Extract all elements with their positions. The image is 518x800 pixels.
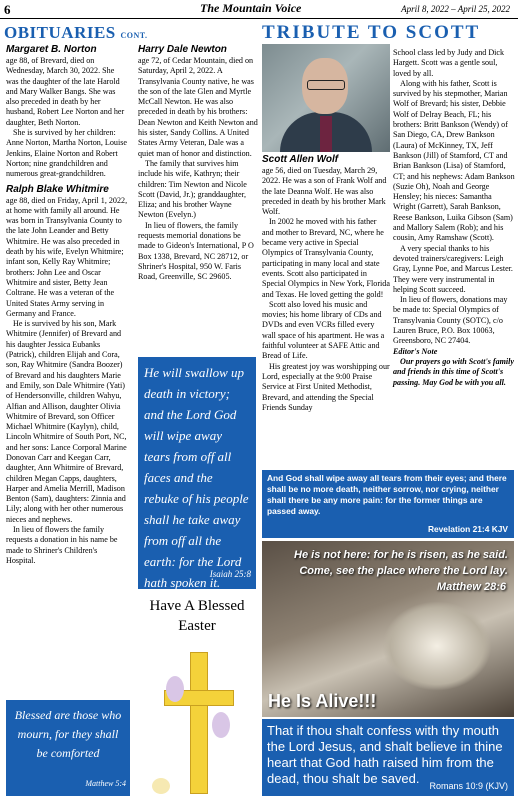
tribute-p4: His greatest joy was worshipping our Lord, especially at the 9:00 Praise Service at First United Methodist, Brevard, and attending the Special Friends Sunday <box>262 361 390 412</box>
photo-tie <box>320 116 332 152</box>
tribute-p8: In lieu of flowers, donations may be made to: Special Olympics of Transylvania County (SOTC), c/o Lauren Bruce, P.O. Box 10063, Greensboro, NC 27404. <box>393 295 508 346</box>
obit-norton <box>6 44 128 566</box>
obit-newton <box>138 44 258 283</box>
easter-card <box>138 592 256 798</box>
photo-glasses <box>307 80 345 90</box>
whitmire-name: Ralph Blake Whitmire <box>6 183 109 195</box>
editor-note: Our prayers go with Scott's family and friends in this time of Scott's passing. May God be with you all. <box>393 356 514 387</box>
verse-isaiah-ref: Isaiah 25:8 <box>209 569 251 579</box>
tribute-p2: In 2002 he moved with his father and mother to Brevard, NC, where he became very active in Special Olympics of Transylvania County, participating in many local and state events. Scott also participated in Special Olympics in New York, Florida and Texas. He loved getting the gold! <box>262 217 390 299</box>
easter-text: Have A Blessed Easter <box>149 598 245 634</box>
newton-name: Harry Dale Newton <box>138 44 227 55</box>
lily-bottom-icon <box>152 778 170 794</box>
obituaries-heading <box>4 23 148 43</box>
newton-p1: age 72, of Cedar Mountain, died on Saturday, April 2, 2022. A Transylvania County native, he was the son of the late Glen and Myrtle McCall Newton. He was also preceded in death by his brothers: Dean Newton and Keith Newton and his sister, Sandy Collins. A United States Army Veteran, Dale was a quiet man of honor and distinction. <box>138 56 258 158</box>
tribute-col2 <box>393 48 515 388</box>
tribute-p7: A very special thanks to his devoted trainers/caregivers: Leigh Gray, Lynne Poe, and Marcus Lester. They were very instrumental in helping Scott succeed. <box>393 243 513 294</box>
verse-matthew28-ref: Matthew 28:6 <box>436 581 506 593</box>
issue-dates: April 8, 2022 – April 25, 2022 <box>401 4 510 14</box>
verse-romans-ref: Romans 10:9 (KJV) <box>429 781 508 791</box>
verse-matthew5-ref: Matthew 5:4 <box>85 779 126 788</box>
verse-rev-text: And God shall wipe away all tears from their eyes; and there shall be no more death, neither sorrow, nor crying, neither shall there be any more pain: for the former things are passed away. <box>267 473 507 516</box>
lily-right-icon <box>212 712 230 738</box>
masthead: The Mountain Voice <box>200 1 302 15</box>
newton-p3: In lieu of flowers, the family requests memorial donations be made to Gideon's International, P O Box 1338, Brevard, NC 28712, or Shriner's Hospital, 950 W. Faris Road, Greenville, SC 29605. <box>138 220 254 282</box>
tribute-p3: Scott also loved his music and movies; his home library of CDs and DVDs and even VCRs filled every wall space of his apartment. He was a faithful volunteer at SAFE Attic and Bread of Life. <box>262 299 385 361</box>
cross-vertical <box>190 652 208 794</box>
verse-matthew5-text: Blessed are those who mourn, for they shall be comforted <box>14 708 122 760</box>
whitmire-p3: In lieu of flowers the family requests a donation in his name be made to Shriner's Children's Hospital. <box>6 525 118 565</box>
whitmire-p2: He is survived by his son, Mark Whitmire (Jennifer) of Brevard and his daughter Jessica Eubanks (Patrick), children Elijah and Cora, son, Ray Whitmire (Sandra Boozer) of Brevard and his daughters Marie and Emily, son Dale Whitmire (Yati) of Hendersonville, children Wahyu, Alfian and Allison, daughter Olivia Whitmire of Brevard, son Officer Michael Whitmire (Kaylyn), child, Lincoln Whitmire of South Port, NC, and her sons: Lance Corporal Marine Donovan Carr and Keegan Carr, daughter, Ann Whitmire of Brevard, children Megan Capps, daughters, Harper and Amelia Merrill, Madison Benton (Sam), daughters: Zinnia and Lily; along with her other numerous nieces and nephews. <box>6 319 127 524</box>
tribute-p5: School class led by Judy and Dick Hargett. Scott was a gentle soul, loved by all. <box>393 48 505 78</box>
verse-matthew5-box <box>6 700 130 796</box>
obituaries-title: OBITUARIES <box>4 23 116 42</box>
tribute-p6: Along with his father, Scott is survived by his stepmother, Marian Wolf of Brevard; his sister, Debbie Wolf of Delray Beach, FL; his brothers: Britt Bankson (Wendy) of San Diego, CA, Drew Bankson (Laura) of McKinney, TX, Jeff Bankson (Jill) of Stamford, CT and Brian Bankson (Lisa) of Stamford, CT; and his nephews: Adam Bankson (Suzie Oh), Noah and George Hensley; his nieces: Samantha Wright (Garrett), Sarah Bankson, Reese Bankson, Luika Gibson (Sam) and Mallory Salem (Rob); and his cousin, Amy Ramshaw (Scott). <box>393 78 515 243</box>
verse-isaiah-box <box>138 357 256 589</box>
page-number: 6 <box>4 2 11 17</box>
scott-photo <box>262 44 390 152</box>
norton-p2: She is survived by her children: Anne Norton, Martha Norton, Louise Jenkins, Elaine Norton and Robert Norton; nine grandchildren and numerous great-grandchildren. <box>6 128 127 179</box>
verse-rev-ref: Revelation 21:4 KJV <box>427 524 508 534</box>
verse-romans-text: That if thou shalt confess with thy mouth the Lord Jesus, and shalt believe in thine heart that God hath raised him from the dead, thou shalt be saved. <box>267 723 503 786</box>
obituaries-cont: CONT. <box>120 31 148 40</box>
norton-name: Margaret B. Norton <box>6 44 97 55</box>
verse-romans-box <box>262 719 514 796</box>
verse-isaiah-text: He will swallow up death in victory; and the Lord God will wipe away tears from off all faces and the rebuke of his people shall he take away from off all the earth: for the Lord hath spoken it. <box>144 365 249 590</box>
verse-rev-box <box>262 470 514 538</box>
tribute-col1 <box>262 154 390 413</box>
tribute-name: Scott Allen Wolf <box>262 154 339 165</box>
norton-p1: age 88, of Brevard, died on Wednesday, March 30, 2022. She was the daughter of the late Harold and Mary Walker Bangs. She was also preceded in death by her husband, Robert Lee Norton and her daughter, Beth Norton. <box>6 56 125 127</box>
tomb-image <box>262 541 514 717</box>
lily-left-icon <box>166 676 184 702</box>
verse-matthew28-text: He is not here: for he is risen, as he said. Come, see the place where the Lord lay. <box>294 549 508 577</box>
editor-note-label: Editor's Note <box>393 346 438 356</box>
tomb-light <box>382 601 492 691</box>
whitmire-p1: age 88, died on Friday, April 1, 2022, at home with family all around. He was born in Transylvania County to the late John Leander and Betty Whitmire. He was also preceded in death by his wife, Evelyn Whitmire; infant son, Kelly Ray Whitmire; brothers: John Lee and Oscar Whitmire and sister, Betty Jean Coltrane. He was a veteran of the United States Army serving in Germany and France. <box>6 195 128 318</box>
newton-p2: The family that survives him include his wife, Kathryn; their children: Tim Newton and Nicole Scott (David, Jr.); granddaughter, Eliza; and his brother Wayne Newton (Evelyn.) <box>138 158 247 220</box>
tribute-p1: age 56, died on Tuesday, March 29, 2022. He was a son of Frank Wolf and the late Deanna Wolf. He was also preceded in death by his brother Mark Wolf. <box>262 166 387 217</box>
alive-caption: He Is Alive!!! <box>268 691 377 711</box>
tribute-title: TRIBUTE TO SCOTT <box>262 22 481 43</box>
